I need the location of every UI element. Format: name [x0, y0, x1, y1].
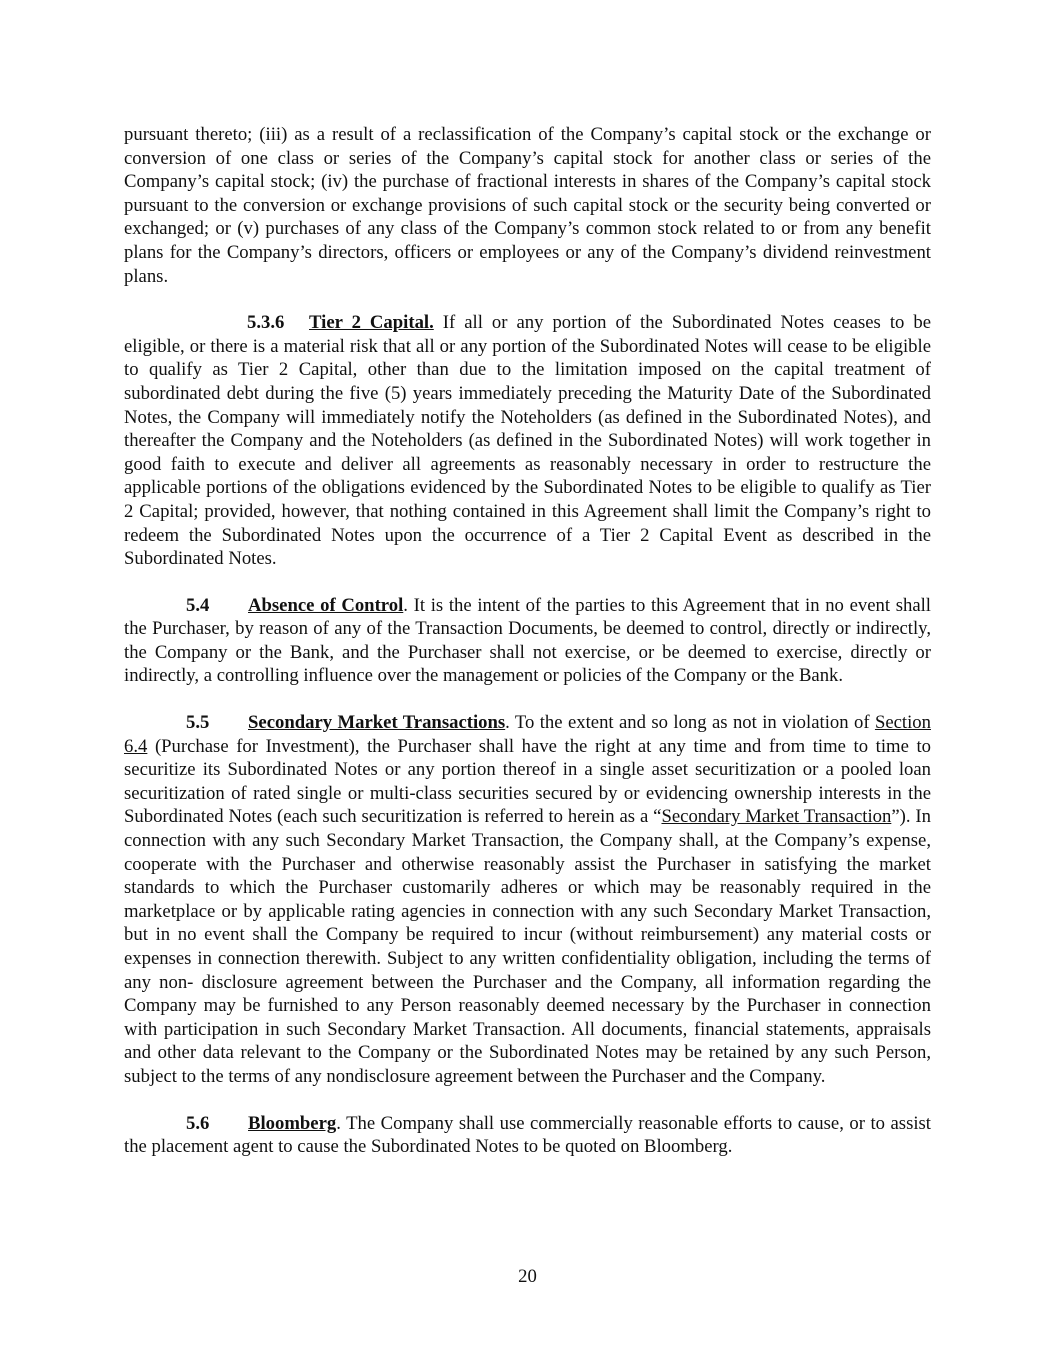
section-cross-reference: Section 6.4 — [124, 712, 931, 757]
section-5-6 — [124, 1112, 931, 1159]
section-body-part-a: . To the extent and so long as not in violation of — [505, 712, 875, 734]
section-body: . It is the intent of the parties to this Agreement that in no event shall the Purchaser, by reason of any of the Transaction Documents, be deemed to control, directly or indirectly, the Company or the Bank, and the Purchaser shall not exercise, or be deemed to exercise, directly or indirectly, a controlling influence over the management or policies of the Company or the Bank. — [124, 594, 931, 687]
page-number: 20 — [518, 1266, 537, 1287]
section-heading: Bloomberg — [248, 1112, 337, 1134]
section-body-part-b: (Purchase for Investment), the Purchaser shall have the right at any time and from time to time to securitize its Subordinated Notes or any portion thereof in a single asset securitization or a pooled loan securitization of rated single or multi-class securities secured by or evidencing ownership interests in the Subordinated Notes (each such securitization is referred to herein as a “ — [124, 735, 931, 828]
defined-term: Secondary Market Transaction — [661, 806, 892, 828]
section-number: 5.3.6 — [247, 312, 285, 334]
section-body: If all or any portion of the Subordinated Notes ceases to be eligible, or there is a material risk that all or any portion of the Subordinated Notes will cease to be eligible to qualify as Tier 2 Capital, other than due to the limitation imposed on the capital treatment of subordinated debt during the five (5) years immediately preceding the Maturity Date of the Subordinated Notes, the Company will immediately notify the Noteholders (as defined in the Subordinated Notes), and thereafter the Company and the Noteholders (as defined in the Subordinated Notes) will work together in good faith to execute and deliver all agreements as reasonably necessary in order to restructure the applicable portions of the obligations evidenced by the Subordinated Notes to be eligible to qualify as Tier 2 Capital; provided, however, that nothing contained in this Agreement shall limit the Company’s right to redeem the Subordinated Notes upon the occurrence of a Tier 2 Capital Event as described in the Subordinated Notes. — [124, 312, 931, 570]
section-number: 5.6 — [186, 1112, 210, 1134]
continuation-text: pursuant thereto; (iii) as a result of a reclassification of the Company’s capital stock or the exchange or conversion of one class or series of the Company’s capital stock for another class or series of the Company’s capital stock; (iv) the purchase of fractional interests in shares of the Company’s capital stock pursuant to the conversion or exchange provisions of such capital stock or the security being converted or exchanged; or (v) purchases of any class of the Company’s common stock related to or from any benefit plans for the Company’s directors, officers or employees or any of the Company’s dividend reinvestment plans. — [124, 124, 931, 287]
section-body: . The Company shall use commercially reasonable efforts to cause, or to assist the placement agent to cause the Subordinated Notes to be quoted on Bloomberg. — [124, 1112, 931, 1158]
section-number: 5.5 — [186, 712, 210, 734]
section-heading: Secondary Market Transactions — [248, 712, 506, 734]
section-5-5 — [124, 711, 931, 1089]
section-body-part-c: ”). In connection with any such Secondary Market Transaction, the Company shall, at the Company’s expense, cooperate with the Purchaser and otherwise reasonably assist the Purchaser in satisfying the market standards to which the Purchaser customarily adheres or which may be reasonably required in the marketplace or by applicable rating agencies in connection with any such Secondary Market Transaction, but in no event shall the Company be required to incur (without reimbursement) any material costs or expenses in connection therewith. Subject to any written confidentiality obligation, including the terms of any non- disclosure agreement between the Purchaser and the Company, all information regarding the Company may be furnished to any Person reasonably deemed necessary by the Purchaser in connection with participation in such Secondary Market Transaction. All documents, financial statements, appraisals and other data relevant to the Company or the Subordinated Notes may be retained by any such Person, subject to the terms of any nondisclosure agreement between the Purchaser and the Company. — [124, 806, 931, 1087]
section-heading: Absence of Control — [248, 594, 404, 616]
section-5-3-6 — [124, 311, 931, 571]
section-number: 5.4 — [186, 594, 210, 616]
section-heading: Tier 2 Capital. — [309, 312, 434, 334]
section-5-4 — [124, 594, 931, 688]
continuation-paragraph — [124, 123, 931, 288]
document-page — [124, 123, 931, 1182]
